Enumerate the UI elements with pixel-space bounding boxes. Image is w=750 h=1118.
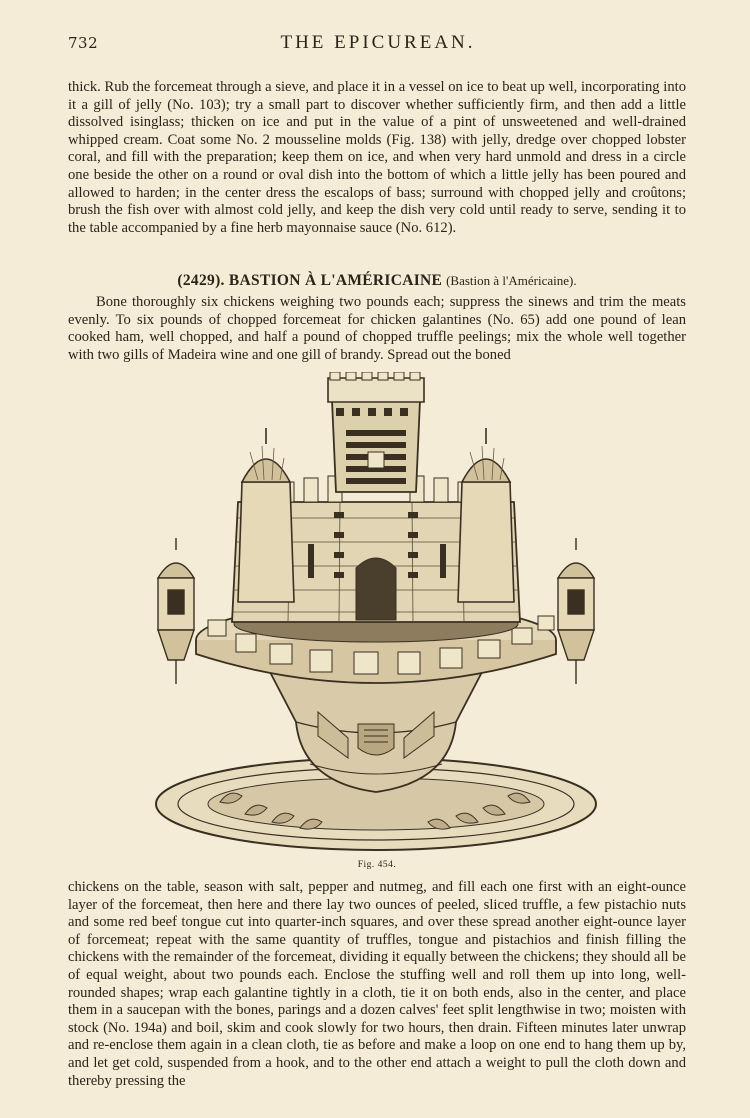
page-number: 732	[68, 34, 99, 52]
castle-centerpiece-illustration	[150, 372, 602, 860]
recipe-title-alt: (Bastion à l'Américaine).	[446, 273, 577, 288]
recipe-intro	[68, 294, 686, 364]
recipe-intro-text: Bone thoroughly six chickens weighing two pounds each; suppress the sinews and trim the meats evenly. To six pounds of chopped forcemeat for chicken galantines (No. 65) add one pound of lean cooked ham, well chopped, and half a pound of chopped truffle peelings; mix the whole well together with two gills of Madeira wine and one gill of brandy. Spread out the boned	[68, 294, 686, 363]
running-title: THE EPICUREAN.	[280, 32, 476, 53]
running-header	[68, 30, 688, 60]
recipe-heading	[68, 272, 686, 290]
figure-caption: Fig. 454.	[357, 860, 397, 870]
paragraph-continued	[68, 79, 686, 237]
paragraph-text: thick. Rub the forcemeat through a sieve, and place it in a vessel on ice to beat up well, incorporating into it a gill of jelly (No. 103); try a small part to discover whether sufficiently firm, and then add a little dissolved isinglass; thicken on ice and put in the value of a pint of unsweetened and well-drained whipped cream. Coat some No. 2 mousseline molds (Fig. 138) with jelly, dredge over chopped lobster coral, and fill with the preparation; keep them on ice, and when very hard unmold and dress in a circle one beside the other on a round or oval dish into the bottom of which a little jelly has been poured and allowed to harden; in the center dress the escalops of bass; surround with chopped jelly and croûtons; brush the fish over with almost cold jelly, and keep the dish very cold until ready to serve, sending it to the table accompanied by a fine herb mayonnaise sauce (No. 612).	[68, 79, 686, 236]
recipe-continuation	[68, 879, 686, 1090]
recipe-title: (2429). BASTION À L'AMÉRICAINE	[177, 272, 443, 289]
recipe-continuation-text: chickens on the table, season with salt, pepper and nutmeg, and fill each one first with an eight-ounce layer of the forcemeat, then here and there lay two ounces of peeled, sliced truffle, a few pistachio nuts and some red beef tongue cut into quarter-inch squares, and over these spread another eight-ounce layer of forcemeat; repeat with the same quantity of truffles, tongue and pistachios and finish filling the chickens with the remainder of the forcemeat, dividing it equally between the chickens; they should all be of equal weight, about two pounds each. Enclose the stuffing well and roll them up into long, well-rounded shapes; wrap each galantine tightly in a cloth, tie it on both ends, also in the center, and place them in a saucepan with the bones, parings and a dozen calves' feet split lengthwise in two; moisten with stock (No. 194a) and boil, skim and cook slowly for two hours, then drain. Fifteen minutes later unwrap and re-enclose them again in a clean cloth, tie as before and make a loop on one end to hang them up by, and let get cold, suspended from a hook, and to the other end attach a weight to pull the cloth down and thereby pressing the	[68, 879, 687, 1089]
